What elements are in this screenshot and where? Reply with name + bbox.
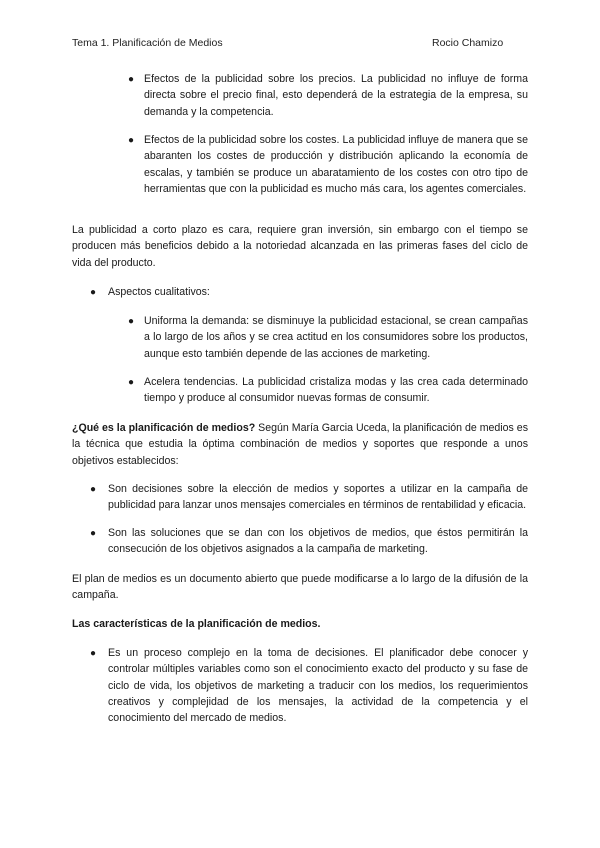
definition-paragraph (72, 420, 528, 469)
header-title: Tema 1. Planificación de Medios (72, 37, 223, 49)
list-item: Son decisiones sobre la elección de medios y soportes a utilizar en la campaña de publicidad para lanzar unos mensajes comerciales en términos de rentabilidad y eficacia. (108, 483, 528, 512)
question-lead: ¿Qué es la planificación de medios? (72, 422, 256, 434)
section-heading: Las características de la planificación de medios. (72, 618, 321, 630)
bullet-icon: ● (90, 648, 97, 659)
list-item-label: Aspectos cualitativos: (108, 286, 210, 298)
bullet-icon: ● (128, 316, 135, 327)
bullet-icon: ● (90, 287, 97, 298)
list-item: Es un proceso complejo en la toma de decisiones. El planificador debe conocer y controlar múltiples variables como son el conocimiento exacto del producto y su fase de ciclo de vida, los objetivos de marketing a traducir con los medios, los requerimientos creativos y complejidad de los mensajes, la actividad de la competencia y el conocimiento del mercado de medios. (108, 647, 528, 725)
bullet-icon: ● (128, 377, 135, 388)
question-text: Según María Garcia Uceda, la planificación de medios es la técnica que estudia la óptima combinación de medios y soportes que responde a unos objetivos establecidos: (72, 422, 528, 467)
list-item: Son las soluciones que se dan con los objetivos de medios, que éstos permitirán la consecución de los objetivos asignados a la campaña de marketing. (108, 527, 528, 556)
header-author: Rocio Chamizo (432, 37, 504, 49)
bullet-icon: ● (128, 135, 135, 146)
list-item: Uniforma la demanda: se disminuye la publicidad estacional, se crean campañas a lo largo de los años y se crea actitud en los consumidores sobre los productos, aunque esto también depende de las acciones de marketing. (144, 315, 528, 360)
list-item: Efectos de la publicidad sobre los precios. La publicidad no influye de forma directa sobre el precio final, esto dependerá de la estrategia de la empresa, su demanda y la competencia. (144, 73, 528, 118)
paragraph: La publicidad a corto plazo es cara, requiere gran inversión, sin embargo con el tiempo se producen más beneficios debido a la notoriedad alcanzada en las primeras fases del ciclo de vida del producto. (72, 224, 528, 269)
bullet-icon: ● (90, 528, 97, 539)
bullet-icon: ● (128, 74, 135, 85)
bullet-icon: ● (90, 484, 97, 495)
list-item: Efectos de la publicidad sobre los costes. La publicidad influye de manera que se abaranten los costes de producción y distribución aplicando la economía de escalas, y también se produce un abaratamiento de los costes con otro tipo de herramientas que con la publicidad es mucho más cara, los agentes comerciales. (144, 134, 528, 195)
paragraph: El plan de medios es un documento abierto que puede modificarse a lo largo de la difusión de la campaña. (72, 573, 528, 602)
list-item: Acelera tendencias. La publicidad cristaliza modas y las crea cada determinado tiempo y produce al consumidor nuevas formas de consumir. (144, 376, 528, 405)
